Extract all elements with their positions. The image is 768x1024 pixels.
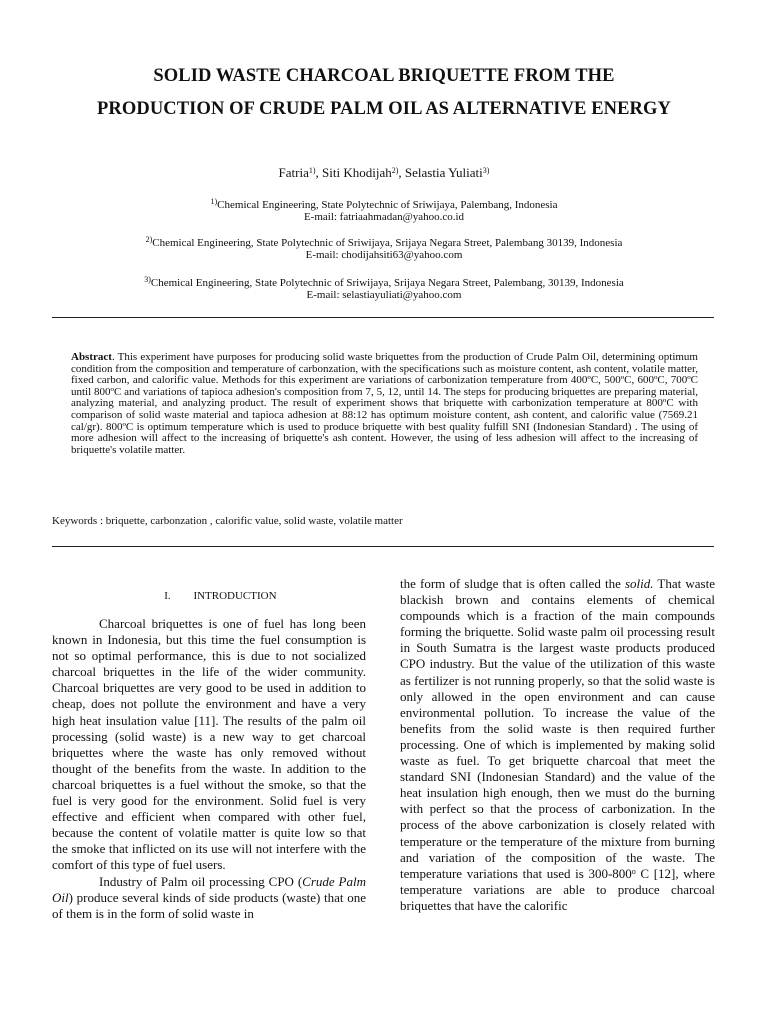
keywords: Keywords : briquette, carbonzation , calorific value, solid waste, volatile matter bbox=[52, 515, 403, 527]
section-title: INTRODUCTION bbox=[193, 590, 277, 602]
intro-paragraph-3-end: C [12], where temperature variations are able to produce charcoal briquettes that have the calorific bbox=[400, 865, 715, 913]
section-heading bbox=[52, 590, 366, 602]
left-column bbox=[52, 616, 366, 922]
affiliation-1 bbox=[0, 199, 768, 223]
intro-paragraph-3 bbox=[400, 576, 715, 914]
affiliation-3-text: Chemical Engineering, State Polytechnic of Sriwijaya, Srijaya Negara Street, Palembang, 30139, Indonesia bbox=[150, 277, 624, 289]
intro-paragraph-3-middle: That waste blackish brown and contains elements of chemical compounds which is a fraction of the main compounds forming the briquette. Solid waste palm oil processing result in South Sumatra is the largest waste products produced CPO industry. But the value of the utilization of this waste as fertilizer is not running properly, so that the solid waste is only allowed in the open environment and can cause environmental pollution. To increase the value of the benefits from the solid waste is then required further processing. One of which is implemented by making solid waste as fuel. To get briquette charcoal that meet the standard SNI (Indonesian Standard) and the value of the heat insulation high enough, then we must do the burning with perfect so that the process of carbonization. In the process of the above carbonization is closely related with temperature or the temperature of the mixture from burning and variation of the composition of the waste. The temperature variations that used is 300-800 bbox=[400, 576, 715, 881]
affiliation-2-text: Chemical Engineering, State Polytechnic of Sriwijaya, Srijaya Negara Street, Palembang 30139, Indonesia bbox=[152, 237, 623, 249]
intro-paragraph-3-start: the form of sludge that is often called the bbox=[400, 576, 625, 591]
author-2: Siti Khodijah bbox=[322, 165, 392, 180]
author-3-mark: 3) bbox=[482, 166, 490, 175]
title-line-1: SOLID WASTE CHARCOAL BRIQUETTE FROM THE bbox=[153, 66, 615, 86]
affiliation-2-email: E-mail: chodijahsiti63@yahoo.com bbox=[305, 249, 463, 261]
affiliation-2 bbox=[0, 237, 768, 261]
section-number: I. bbox=[164, 590, 171, 602]
abstract-text: . This experiment have purposes for producing solid waste briquettes from the production of Crude Palm Oil, determining optimum condition from the composition and temperature of carbonzation, with the specifications such as moisture content, ash content, volatile matter, fixed carbon, and calorific value. Methods for this experiment are variations of carbonization temperature from 400ºC, 500ºC, 600ºC, 700ºC until 800ºC and variations of tapioca adhesion's composition from 7, 5, 12, until 14. The steps for producing briquettes are preparing material, analyzing material, and analyzing product. The result of experiment shows that briquette with carbonization temperature at 800ºC with comparison of solid waste material and tapioca adhesion at 88:12 has optimum moisture content, ash content, and calorific value (7569.21 cal/gr). 800ºC is optimum temperature which is used to produce briquette with best quality fulfill SNI (Indonesian Standard) . The using of more adhesion will affect to the increasing of briquette's ash content. However, the using of less adhesion will affect to the increasing of briquette's volatile matter. bbox=[71, 351, 698, 456]
right-column bbox=[400, 576, 715, 914]
intro-paragraph-2 bbox=[52, 874, 366, 922]
affiliation-1-email: E-mail: fatriaahmadan@yahoo.co.id bbox=[303, 211, 465, 223]
crude-palm-oil-term: Crude Palm Oil bbox=[52, 873, 366, 905]
affiliation-3-email: E-mail: selastiayuliati@yahoo.com bbox=[306, 289, 462, 301]
affiliation-1-text: Chemical Engineering, State Polytechnic of Sriwijaya, Palembang, Indonesia bbox=[217, 199, 558, 211]
intro-paragraph-2-start: Industry of Palm oil processing CPO ( bbox=[99, 873, 303, 889]
top-divider bbox=[52, 317, 714, 318]
author-2-mark: 2) bbox=[391, 166, 399, 175]
author-1-mark: 1) bbox=[308, 166, 316, 175]
affiliation-3-mark: 3) bbox=[144, 275, 151, 284]
affiliation-3 bbox=[0, 277, 768, 301]
bottom-divider bbox=[52, 546, 714, 547]
solid-term: solid. bbox=[624, 576, 654, 591]
author-3: Selastia Yuliati bbox=[404, 165, 483, 180]
author-separator: , bbox=[398, 165, 405, 180]
intro-paragraph-2-end: ) produce several kinds of side products (waste) that one of them is in the form of solid waste in bbox=[52, 889, 366, 921]
degree-mark: o bbox=[631, 866, 636, 876]
abstract bbox=[71, 352, 698, 456]
intro-paragraph-1: Charcoal briquettes is one of fuel has long been known in Indonesia, but this time the fuel consumption is not so optimal performance, this is due to not socialized charcoal briquettes in the life of the wider community. Charcoal briquettes are very good to be used in addition to cheap, does not pollute the environment and have a very high heat insulation value [11]. The results of the palm oil processing (solid waste) is a new way to get charcoal briquettes where the waste has only removed without thought of the benefits from the waste. In addition to the charcoal briquettes is a fuel without the smoke, so that the fuel is very good for the environment. Solid fuel is very effective and efficient when compared with other fuel, because the content of volatile matter is quite low so that the smoke that inflicted on its use will not interfere with the comfort of this type of fuel users. bbox=[52, 616, 366, 873]
author-separator: , bbox=[315, 165, 323, 180]
author-list bbox=[0, 165, 768, 181]
affiliation-2-mark: 2) bbox=[145, 235, 153, 244]
author-1: Fatria bbox=[278, 165, 309, 180]
affiliation-1-mark: 1) bbox=[210, 197, 218, 206]
title-line-2: PRODUCTION OF CRUDE PALM OIL AS ALTERNATIVE ENERGY bbox=[97, 99, 671, 119]
abstract-label: Abstract bbox=[71, 351, 112, 363]
